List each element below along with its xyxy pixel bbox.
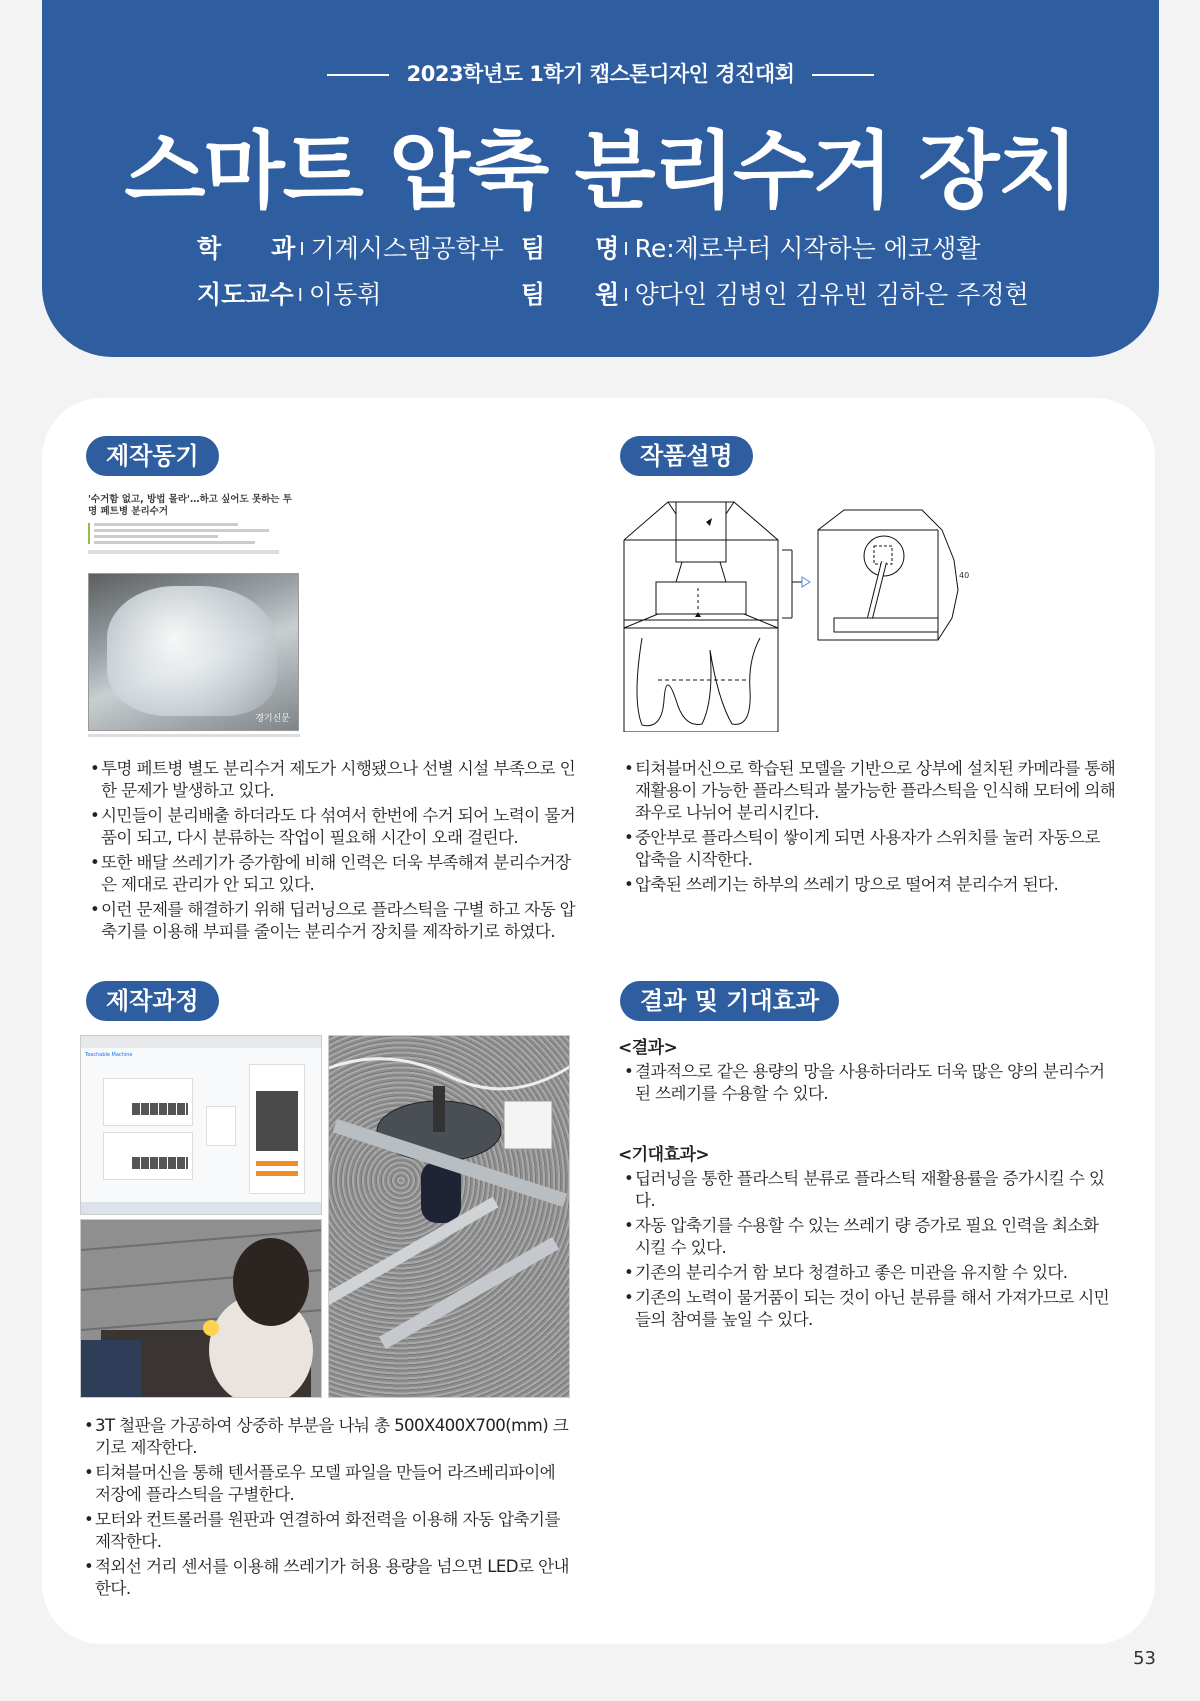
member-key: 팀 원 (521, 280, 620, 309)
list-item: • 이런 문제를 해결하기 위해 딥러닝으로 플라스틱을 구별 하고 자동 압축기를 이용해 부피를 줄이는 분리수거 장치를 제작하기로 하였다. (90, 899, 582, 943)
list-item: • 모터와 컨트롤러를 원판과 연결하여 화전력을 이용해 자동 압축기를 제작한다. (84, 1509, 574, 1553)
list-item: • 딥러닝을 통한 플라스틱 분류로 플라스틱 재활용률을 증가시킬 수 있다. (624, 1168, 1116, 1212)
page-number: 53 (1133, 1648, 1156, 1669)
advisor-value: 이동휘 (308, 280, 382, 309)
compressor-illustration (329, 1036, 570, 1398)
section-title-description: 작품설명 (620, 436, 753, 476)
grinding-photo (80, 1219, 322, 1398)
list-item: • 결과적으로 같은 용량의 망을 사용하더라도 더욱 많은 양의 분리수거된 쓰레기를 수용할 수 있다. (624, 1061, 1116, 1105)
list-item: • 또한 배달 쓰레기가 증가함에 비해 인력은 더욱 부족해져 분리수거장은 제대로 관리가 안 되고 있다. (90, 852, 582, 896)
description-list (624, 758, 1116, 899)
list-item: • 기존의 노력이 물거품이 되는 것이 아닌 분류를 해서 가져가므로 시민들의 참여를 높일 수 있다. (624, 1287, 1116, 1331)
list-item: • 3T 철판을 가공하여 상중하 부분을 나눠 총 500X400X700(mm) 크기로 제작한다. (84, 1415, 574, 1459)
dept-key: 학 과 (197, 234, 296, 263)
divider (812, 74, 874, 76)
page-title: 스마트 압축 분리수거 장치 (124, 122, 1077, 220)
effect-heading: <기대효과> (618, 1145, 710, 1165)
plastic-bag-image (107, 586, 277, 716)
device-drawing (622, 500, 972, 732)
team-value: Re:제로부터 시작하는 에코생활 (634, 234, 981, 263)
news-summary (88, 523, 300, 544)
news-meta (88, 550, 279, 554)
separator: I (299, 239, 305, 260)
contest-label: 2023학년도 1학기 캡스톤디자인 경진대회 (406, 62, 795, 86)
taskbar (81, 1202, 321, 1214)
dimension-label: 40 (959, 571, 970, 580)
app-name: Teachable Machine (85, 1052, 133, 1058)
separator: I (623, 239, 629, 260)
list-item: • 티쳐블머신을 통해 텐서플로우 모델 파일을 만들어 라즈베리파이에 저장에 플라스틱을 구별한다. (84, 1462, 574, 1506)
team-name-info (521, 229, 980, 265)
list-item: • 시민들이 분리배출 하더라도 다 섞여서 한번에 수거 되어 노력이 물거품이 되고, 다시 분류하는 작업이 필요해 시간이 오래 걸린다. (90, 805, 582, 849)
grinding-illustration (81, 1220, 322, 1398)
dept-value: 기계시스템공학부 (310, 234, 504, 263)
list-item: • 자동 압축기를 수용할 수 있는 쓰레기 량 증가로 필요 인력을 최소화 시킬 수 있다. (624, 1215, 1116, 1259)
news-caption (88, 734, 300, 737)
team-members-info (521, 275, 1029, 311)
process-list (84, 1415, 574, 1603)
advisor-info (197, 275, 381, 311)
news-photo (88, 573, 299, 731)
result-list (624, 1061, 1116, 1108)
contest-title (42, 58, 1159, 88)
separator: I (297, 285, 303, 306)
class-card (103, 1132, 193, 1180)
news-source: 경기신문 (255, 714, 290, 724)
section-title-motivation: 제작동기 (86, 436, 219, 476)
motivation-list (90, 758, 582, 946)
list-item: • 투명 페트병 별도 분리수거 제도가 시행됐으나 선별 시설 부족으로 인한 문제가 발생하고 있다. (90, 758, 582, 802)
team-key: 팀 명 (521, 234, 620, 263)
browser-bar (81, 1036, 321, 1048)
list-item: • 압축된 쓰레기는 하부의 쓰레기 망으로 떨어져 분리수거 된다. (624, 874, 1116, 896)
effect-list (624, 1168, 1116, 1334)
preview-card (249, 1064, 305, 1194)
news-clipping (88, 494, 300, 554)
list-item: • 적외선 거리 센서를 이용해 쓰레기가 허용 용량을 넘으면 LED로 안내한다. (84, 1556, 574, 1600)
compressor-photo (328, 1035, 570, 1398)
divider (327, 74, 389, 76)
separator: I (623, 285, 629, 306)
advisor-key: 지도교수 (197, 280, 294, 309)
dept-info (197, 229, 504, 265)
list-item: • 티쳐블머신으로 학습된 모델을 기반으로 상부에 설치된 카메라를 통해 재활용이 가능한 플라스틱과 불가능한 플라스틱을 인식해 모터에 의해 좌우로 나뉘어 분리시킨다. (624, 758, 1116, 824)
list-item: • 기존의 분리수거 함 보다 청결하고 좋은 미관을 유지할 수 있다. (624, 1262, 1116, 1284)
result-heading: <결과> (618, 1038, 678, 1058)
poster-header (42, 0, 1159, 357)
news-headline: '수거함 없고, 방법 몰라'…하고 싶어도 못하는 투명 페트병 분리수거 (88, 494, 292, 517)
training-card (206, 1106, 236, 1146)
class-card (103, 1078, 193, 1126)
teachable-machine-screenshot (80, 1035, 322, 1215)
member-value: 양다인 김병인 김유빈 김하은 주정현 (634, 280, 1029, 309)
section-title-results: 결과 및 기대효과 (620, 981, 839, 1021)
section-title-process: 제작과정 (86, 981, 219, 1021)
list-item: • 중안부로 플라스틱이 쌓이게 되면 사용자가 스위치를 눌러 자동으로 압축을 시작한다. (624, 827, 1116, 871)
